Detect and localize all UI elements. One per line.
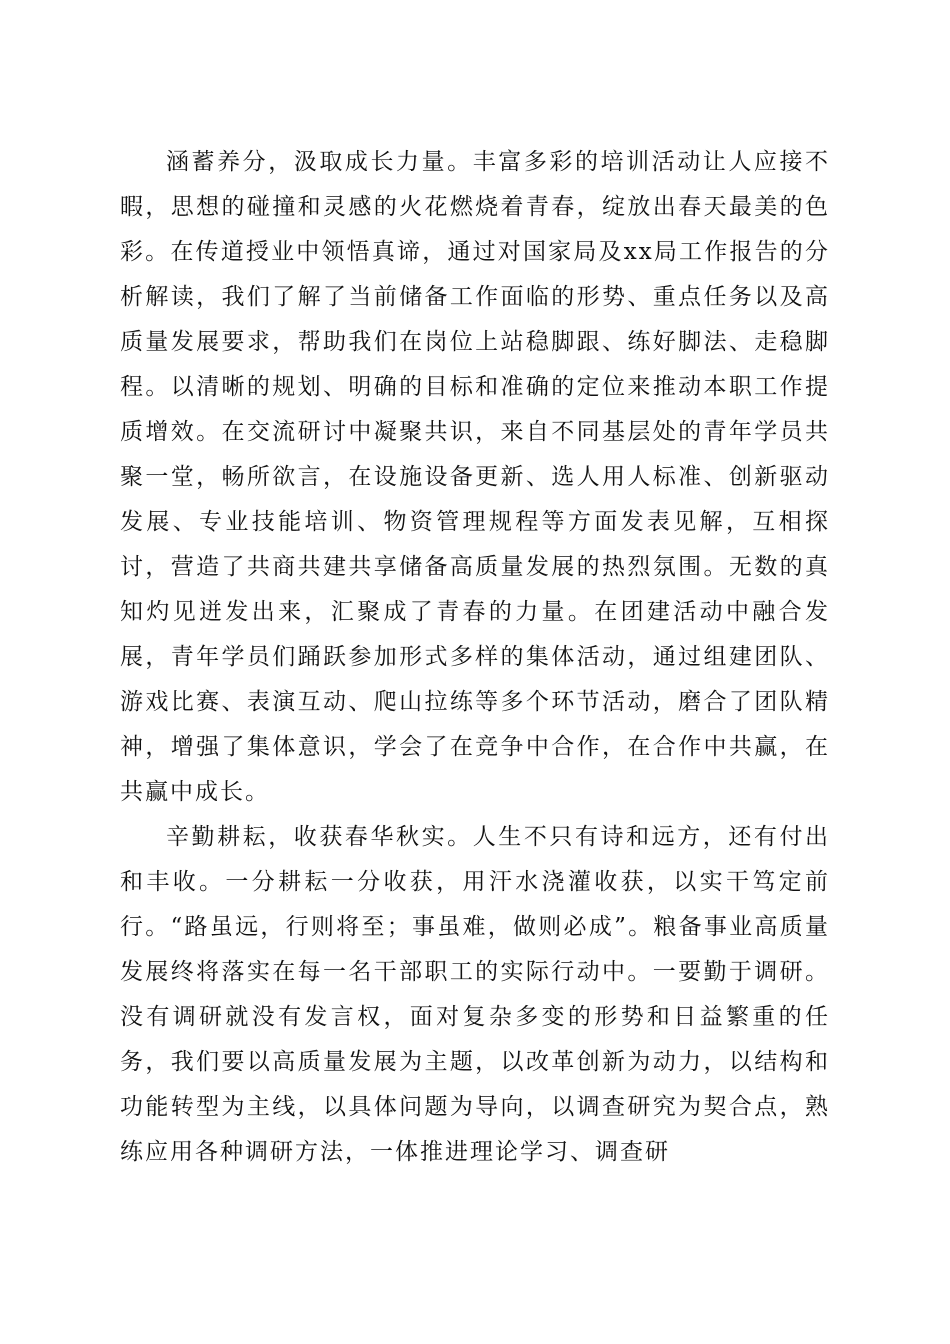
- paragraph-harvest: 辛勤耕耘，收获春华秋实。人生不只有诗和远方，还有付出和丰收。一分耕耘一分收获，用汗水浇灌收获，以实干笃定前行。“路虽远，行则将至；事虽难，做则必成”。粮备事业高质量发展终将落实在每一名干部职工的实际行动中。一要勤于调研。没有调研就没有发言权，面对复杂多变的形势和日益繁重的任务，我们要以高质量发展为主题，以改革创新为动力，以结构和功能转型为主线，以具体问题为导向，以调查研究为契合点，熟练应用各种调研方法，一体推进理论学习、调查研: [120, 824, 830, 1165]
- paragraph-cultivation: 涵蓄养分，汲取成长力量。丰富多彩的培训活动让人应接不暇，思想的碰撞和灵感的火花燃烧着青春，绽放出春天最美的色彩。在传道授业中领悟真谛，通过对国家局及xx局工作报告的分析解读，我们了解了当前储备工作面临的形势、重点任务以及高质量发展要求，帮助我们在岗位上站稳脚跟、练好脚法、走稳脚程。以清晰的规划、明确的目标和准确的定位来推动本职工作提质增效。在交流研讨中凝聚共识，来自不同基层处的青年学员共聚一堂，畅所欲言，在设施设备更新、选人用人标准、创新驱动发展、专业技能培训、物资管理规程等方面发表见解，互相探讨，营造了共商共建共享储备高质量发展的热烈氛围。无数的真知灼见迸发出来，汇聚成了青春的力量。在团建活动中融合发展，青年学员们踊跃参加形式多样的集体活动，通过组建团队、游戏比赛、表演互动、爬山拉练等多个环节活动，磨合了团队精神，增强了集体意识，学会了在竞争中合作，在合作中共赢，在共赢中成长。: [120, 149, 830, 805]
- document-body: [120, 140, 830, 1175]
